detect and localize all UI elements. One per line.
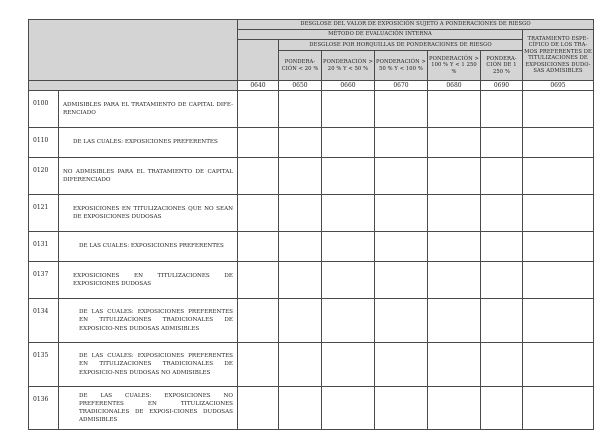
data-cell[interactable]: [523, 262, 594, 299]
data-cell[interactable]: [375, 232, 428, 262]
data-cell[interactable]: [238, 262, 279, 299]
header-main: DESGLOSE DEL VALOR DE EXPOSICIÓN SUJETO A PONDERACIONES DE RIESGO: [238, 20, 594, 30]
row-code: 0110: [29, 128, 59, 158]
data-cell[interactable]: [238, 232, 279, 262]
data-cell[interactable]: [481, 128, 523, 158]
data-cell[interactable]: [375, 262, 428, 299]
data-cell[interactable]: [428, 158, 481, 195]
data-cell[interactable]: [481, 262, 523, 299]
data-cell[interactable]: [523, 158, 594, 195]
header-blank-col-0640: [238, 40, 279, 81]
exposure-breakdown-table-wrapper: [28, 19, 594, 430]
table-row: [29, 299, 594, 343]
data-cell[interactable]: [279, 128, 322, 158]
data-cell[interactable]: [238, 387, 279, 430]
header-specific-treatment: TRATAMIENTO ESPE-CÍFICO DE LOS TRA-MOS PREFERENTES DE TITULIZACIONES DE EXPOSICIONES DUDO-SAS ADMISIBLES: [523, 30, 594, 81]
data-cell[interactable]: [523, 387, 594, 430]
data-cell[interactable]: [428, 91, 481, 128]
data-cell[interactable]: [322, 343, 375, 387]
data-cell[interactable]: [238, 195, 279, 232]
data-cell[interactable]: [481, 387, 523, 430]
data-cell[interactable]: [322, 262, 375, 299]
table-row: [29, 232, 594, 262]
header-method: MÉTODO DE EVALUACIÓN INTERNA: [238, 30, 523, 40]
column-code: 0670: [375, 81, 428, 91]
row-code: 0120: [29, 158, 59, 195]
data-cell[interactable]: [523, 343, 594, 387]
data-cell[interactable]: [322, 195, 375, 232]
data-cell[interactable]: [375, 128, 428, 158]
data-cell[interactable]: [279, 232, 322, 262]
data-cell[interactable]: [322, 91, 375, 128]
table-row: [29, 195, 594, 232]
data-cell[interactable]: [428, 128, 481, 158]
header-col-0660: PONDERACIÓN > 20 % Y < 50 %: [322, 51, 375, 81]
data-cell[interactable]: [279, 195, 322, 232]
table-row: [29, 91, 594, 128]
row-code: 0136: [29, 387, 59, 430]
row-label: DE LAS CUALES: EXPOSICIONES PREFERENTES EN TITULIZACIONES TRADICIONALES DE EXPOSICIO-NES DUDOSAS ADMISIBLES: [59, 299, 238, 343]
data-cell[interactable]: [428, 262, 481, 299]
data-cell[interactable]: [238, 299, 279, 343]
data-cell[interactable]: [375, 91, 428, 128]
data-cell[interactable]: [279, 299, 322, 343]
data-cell[interactable]: [375, 195, 428, 232]
row-label: NO ADMISIBLES PARA EL TRATAMIENTO DE CAPITAL DIFERENCIADO: [59, 158, 238, 195]
table-row: [29, 158, 594, 195]
data-cell[interactable]: [279, 91, 322, 128]
data-cell[interactable]: [481, 232, 523, 262]
row-code: 0121: [29, 195, 59, 232]
header-breakdown: DESGLOSE POR HORQUILLAS DE PONDERACIONES DE RIESGO: [279, 40, 523, 51]
column-code: 0680: [428, 81, 481, 91]
data-cell[interactable]: [523, 128, 594, 158]
row-label: ADMISIBLES PARA EL TRATAMIENTO DE CAPITAL DIFE-RENCIADO: [59, 91, 238, 128]
data-cell[interactable]: [279, 343, 322, 387]
row-code: 0134: [29, 299, 59, 343]
data-cell[interactable]: [481, 195, 523, 232]
data-cell[interactable]: [238, 91, 279, 128]
header-col-0670: PONDERACIÓN > 50 % Y < 100 %: [375, 51, 428, 81]
data-cell[interactable]: [523, 299, 594, 343]
data-cell[interactable]: [523, 232, 594, 262]
data-cell[interactable]: [322, 158, 375, 195]
exposure-breakdown-table: [28, 19, 594, 430]
data-cell[interactable]: [238, 343, 279, 387]
data-cell[interactable]: [279, 158, 322, 195]
data-cell[interactable]: [322, 387, 375, 430]
column-code: 0695: [523, 81, 594, 91]
row-label: DE LAS CUALES: EXPOSICIONES NO PREFERENTES EN TITULIZACIONES TRADICIONALES DE EXPOSI-CIONES DUDOSAS ADMISIBLES: [59, 387, 238, 430]
data-cell[interactable]: [375, 299, 428, 343]
row-label: DE LAS CUALES: EXPOSICIONES PREFERENTES: [59, 232, 238, 262]
column-code-spacer: [29, 81, 238, 91]
data-cell[interactable]: [428, 343, 481, 387]
data-cell[interactable]: [238, 128, 279, 158]
row-label: DE LAS CUALES: EXPOSICIONES PREFERENTES: [59, 128, 238, 158]
data-cell[interactable]: [428, 387, 481, 430]
table-row: [29, 128, 594, 158]
data-cell[interactable]: [279, 262, 322, 299]
header-col-0690: PONDERA-CIÓN DE 1 250 %: [481, 51, 523, 81]
data-cell[interactable]: [481, 343, 523, 387]
header-col-0650: PONDERA-CIÓN < 20 %: [279, 51, 322, 81]
data-cell[interactable]: [428, 195, 481, 232]
column-code: 0690: [481, 81, 523, 91]
column-code: 0660: [322, 81, 375, 91]
data-cell[interactable]: [428, 232, 481, 262]
row-label: DE LAS CUALES: EXPOSICIONES PREFERENTES EN TITULIZACIONES TRADICIONALES DE EXPOSICIO-NES DUDOSAS NO ADMISIBLES: [59, 343, 238, 387]
table-row: [29, 387, 594, 430]
column-code: 0640: [238, 81, 279, 91]
data-cell[interactable]: [481, 299, 523, 343]
row-label: EXPOSICIONES EN TITULIZACIONES DE EXPOSICIONES DUDOSAS: [59, 262, 238, 299]
column-code: 0650: [279, 81, 322, 91]
table-row: [29, 262, 594, 299]
data-cell[interactable]: [375, 343, 428, 387]
data-cell[interactable]: [238, 158, 279, 195]
data-cell[interactable]: [322, 299, 375, 343]
row-label: EXPOSICIONES EN TITULIZACIONES QUE NO SEAN DE EXPOSICIONES DUDOSAS: [59, 195, 238, 232]
row-code: 0137: [29, 262, 59, 299]
header-col-0680: PONDERACIÓN > 100 % Y < 1 250 %: [428, 51, 481, 81]
row-code: 0135: [29, 343, 59, 387]
data-cell[interactable]: [375, 158, 428, 195]
data-cell[interactable]: [428, 299, 481, 343]
data-cell[interactable]: [523, 195, 594, 232]
data-cell[interactable]: [322, 232, 375, 262]
row-code: 0100: [29, 91, 59, 128]
row-code: 0131: [29, 232, 59, 262]
data-cell[interactable]: [375, 387, 428, 430]
data-cell[interactable]: [481, 91, 523, 128]
data-cell[interactable]: [523, 91, 594, 128]
header-corner-cell: [29, 20, 238, 81]
table-row: [29, 343, 594, 387]
data-cell[interactable]: [481, 158, 523, 195]
data-cell[interactable]: [322, 128, 375, 158]
data-cell[interactable]: [279, 387, 322, 430]
